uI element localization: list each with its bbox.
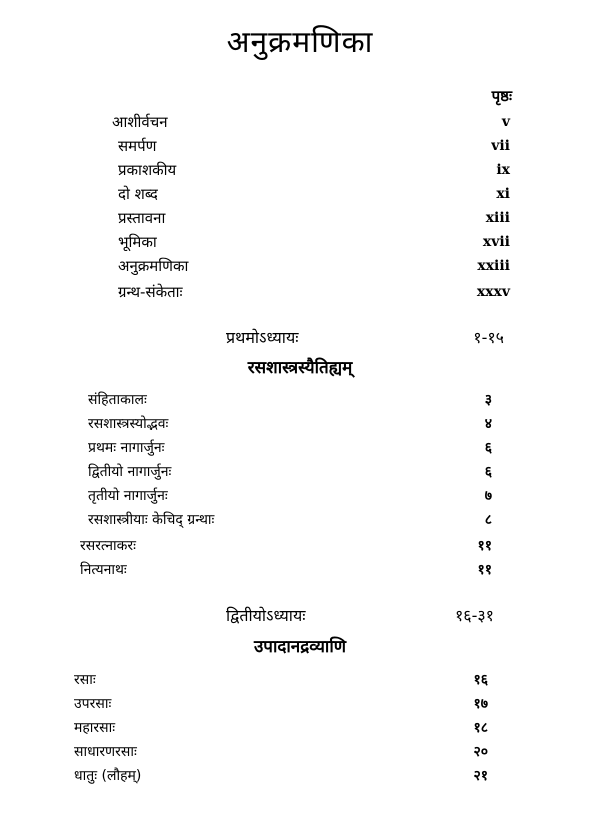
toc-entry-page: ix [496,162,510,178]
chapter-heading [226,326,504,350]
toc-entry-label: प्रकाशकीय [118,161,177,179]
toc-entry [112,111,510,133]
toc-entry-page: v [501,114,510,130]
toc-entry-page: xxxv [476,284,510,300]
toc-entry [74,669,488,691]
toc-entry-label: भूमिका [118,233,157,251]
toc-entry [88,461,492,483]
toc-entry-page: xxiii [477,258,510,274]
toc-entry [118,207,510,229]
chapter-subtitle: उपादानद्रव्याणि [253,637,347,657]
toc-entry-page: २१ [473,768,488,784]
chapter-heading [226,604,494,628]
toc-entry [74,741,488,763]
toc-entry-label: दो शब्द [118,185,158,203]
toc-entry-page: १८ [473,720,488,736]
toc-entry-label: द्वितीयो नागार्जुनः [88,464,172,480]
toc-entry [118,281,510,303]
toc-entry-page: १६ [473,672,488,688]
chapter-pages: १६-३१ [454,606,494,625]
toc-entry-label: साधारणरसाः [74,744,137,760]
toc-entry-label: संहिताकालः [88,392,147,408]
toc-entry-label: नित्यनाथः [80,562,127,578]
toc-entry-page: xiii [485,210,510,226]
toc-entry-label: आशीर्वचन [112,113,168,131]
toc-entry-label: रसशास्त्रीयाः केचिद् ग्रन्थाः [88,512,215,528]
toc-entry-label: प्रथमः नागार्जुनः [88,440,165,456]
toc-entry [74,765,488,787]
toc-entry [80,559,492,581]
toc-entry-label: रसाः [74,672,96,688]
toc-entry-label: धातुः (लौहम्) [74,768,142,784]
toc-entry-page: ८ [484,512,492,528]
toc-entry [88,413,492,435]
toc-entry-label: प्रस्तावना [118,209,166,227]
toc-entry-page: ४ [484,416,492,432]
toc-entry [118,159,510,181]
toc-entry-label: ग्रन्थ-संकेताः [118,283,183,301]
toc-entry [118,231,510,253]
toc-entry-label: उपरसाः [74,696,112,712]
toc-entry [88,437,492,459]
chapter-subtitle: रसशास्त्रस्यैतिह्यम् [247,358,353,378]
toc-entry-page: ११ [477,562,492,578]
toc-entry [88,509,492,531]
toc-entry-label: रसशास्त्रस्योद्भवः [88,416,169,432]
toc-entry-page: xi [496,186,510,202]
toc-entry-label: तृतीयो नागार्जुनः [88,488,168,504]
chapter-title: द्वितीयोऽध्यायः [226,606,306,625]
page-column-header: पृष्ठः [491,87,512,105]
toc-entry-page: xvii [482,234,510,250]
toc-entry-label: महारसाः [74,720,116,736]
chapter-title: प्रथमोऽध्यायः [226,328,299,347]
toc-entry-page: ६ [484,440,492,456]
toc-entry-label: अनुक्रमणिका [118,257,189,275]
toc-entry-page: ३ [484,392,492,408]
toc-entry [118,183,510,205]
toc-entry [88,485,492,507]
toc-entry [118,255,510,277]
toc-entry-page: vii [491,138,510,154]
toc-entry-page: ७ [484,488,492,504]
toc-entry-page: १७ [473,696,488,712]
toc-entry-page: ६ [484,464,492,480]
toc-entry [74,717,488,739]
toc-entry [80,535,492,557]
toc-entry-page: २० [473,744,488,760]
toc-entry-page: ११ [477,538,492,554]
toc-entry [88,389,492,411]
toc-entry-label: समर्पण [118,137,157,155]
toc-entry [74,693,488,715]
page-title: अनुक्रमणिका [226,25,374,60]
toc-entry [118,135,510,157]
toc-entry-label: रसरत्नाकरः [80,538,136,554]
chapter-pages: १-१५ [473,328,504,347]
